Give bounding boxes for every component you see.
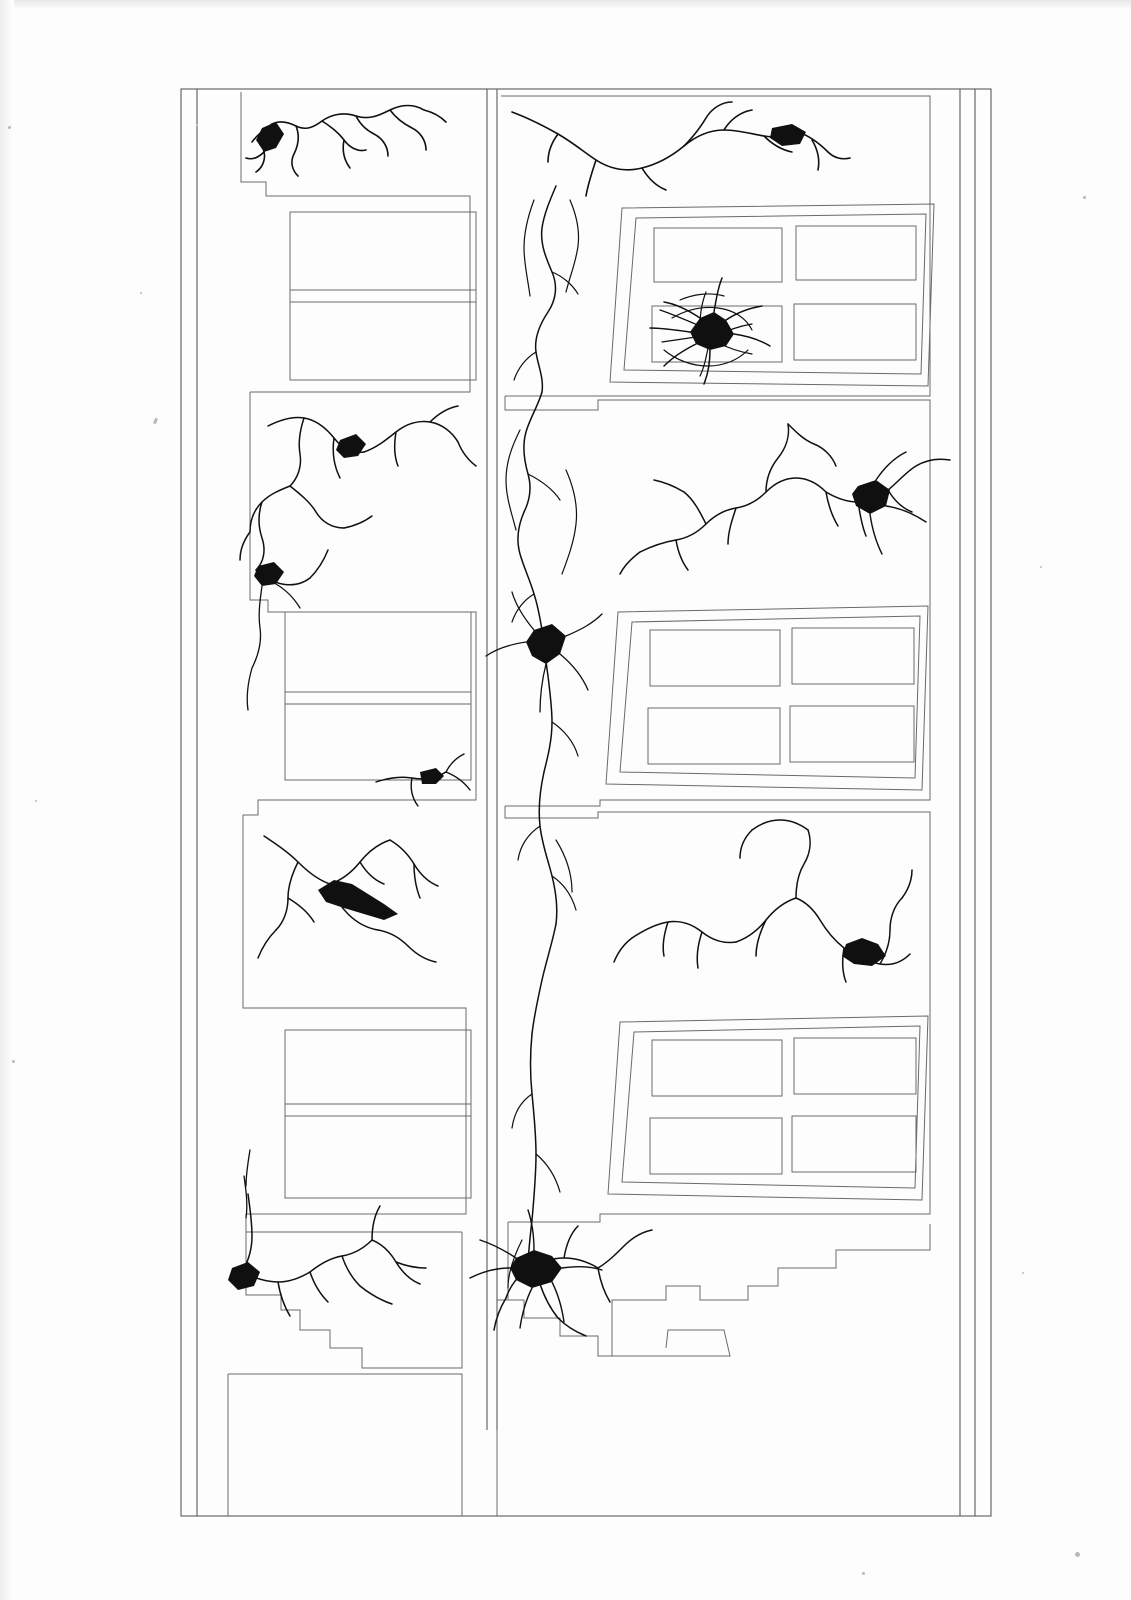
scan-speck: [140, 292, 142, 294]
sheet-frame: [181, 89, 991, 1516]
scan-speck: [1075, 1552, 1080, 1557]
scan-speck: [35, 800, 37, 802]
crack-lower-right-node: [842, 938, 886, 966]
crack-small-mid-node: [420, 768, 444, 784]
left-window-lower: [285, 1030, 471, 1198]
crack-base-center-node: [510, 1250, 562, 1288]
crack-mid-left: [240, 406, 476, 585]
crack-base-left: [242, 1194, 426, 1316]
scan-speck: [12, 1060, 15, 1063]
scan-speck: [862, 1572, 865, 1575]
left-window-mid: [285, 612, 471, 780]
crack-vertical-upper-strands: [506, 200, 579, 1288]
right-window-mid: [606, 606, 928, 790]
crack-mid-left-lower: [247, 584, 300, 710]
crack-center-node: [526, 624, 566, 664]
crack-vertical-left: [518, 186, 557, 1268]
scan-speck: [196, 124, 198, 126]
crack-lower-left-node: [318, 880, 398, 920]
crack-mid-right: [620, 424, 950, 574]
scan-speck: [1040, 566, 1042, 568]
right-window-upper: [610, 204, 934, 386]
left-window-upper: [290, 212, 476, 380]
crack-mid-right-node: [852, 480, 890, 514]
left-bay-outlines: [228, 92, 476, 1516]
crack-top-left-node: [256, 122, 284, 152]
right-window-lower: [608, 1016, 928, 1200]
crack-mid-left-node-b: [254, 562, 284, 586]
right-bay-outlines: [497, 96, 930, 1516]
scan-speck: [1022, 1272, 1024, 1274]
crack-base-center: [494, 1226, 652, 1336]
scan-speck: [1083, 196, 1086, 199]
crack-traces: [228, 102, 950, 1336]
crack-base-left-node: [228, 1262, 260, 1290]
crack-top-right: [512, 102, 850, 196]
scan-speck: [8, 126, 11, 129]
crack-top-right-node: [770, 124, 806, 146]
crack-mid-left-node-a: [336, 434, 366, 458]
